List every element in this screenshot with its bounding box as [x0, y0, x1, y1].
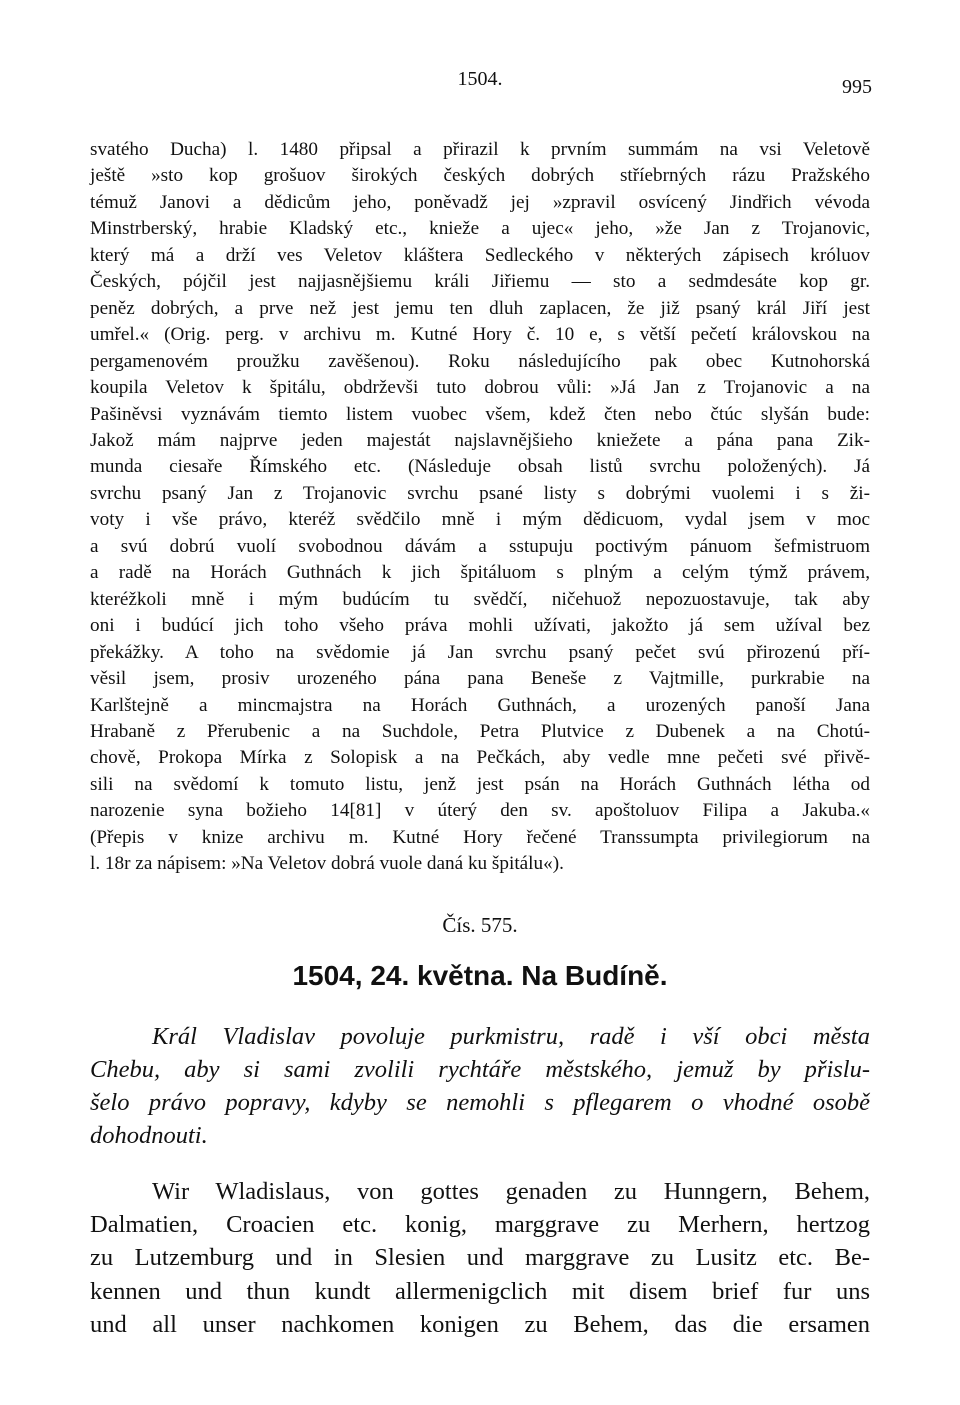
text-line: umřel.« (Orig. perg. v archivu m. Kutné Hory č. 10 e, s větší pečetí královskou na [90, 324, 870, 346]
text-line: a svú dobrú vuolí svobodnou dávám a sstupuju poctivým pánuom šefmistruom [90, 535, 870, 557]
text-line: pergamenovém proužku zavěšenou). Roku následujícího pak obec Kutnohorská [90, 350, 870, 372]
document-date-place: 1504, 24. května. Na Budíně. [292, 960, 668, 991]
text-line: Pašiněvsi vyznávám tiemto listem vuobec všem, kdež čten nebo čtúc slyšán bude: [90, 403, 870, 425]
text-line: Hrabaně z Přerubenic a na Suchdole, Petra Plutvice z Dubenek a na Chotú- [90, 720, 870, 742]
text-line: narozenie syna božieho 14[81] v úterý den sv. apoštoluov Filipa a Jakuba.« [90, 800, 870, 822]
regest-line: šelo právo popravy, kdyby se nemohli s pflegarem o vhodné osobě [90, 1089, 870, 1116]
text-line: zu Lutzemburg und in Slesien und marggrave zu Lusitz etc. Be- [90, 1244, 870, 1272]
text-line: koupila Veletov k špitálu, obdrževši tuto dobrou vůli: »Já Jan z Trojanovic a na [90, 377, 870, 399]
regest-line: Chebu, aby si sami zvolili rychtáře městského, jemuž by přislu- [90, 1056, 870, 1083]
continuation-paragraph [90, 137, 870, 878]
text-line: témuž Janovi a dědicům jeho, poněvadž jej »zpravil osvícený Jindřich vévoda [90, 191, 870, 213]
text-line: und all unser nachkomen konigen zu Behem, das die ersamen [90, 1310, 870, 1338]
text-line: a radě na Horách Guthnách k jich špitáluom s plným a celým týmž právem, [90, 562, 870, 584]
document-number: Čís. 575. [442, 913, 518, 937]
text-line: ještě »sto kop grošuov širokých českých dobrých stříebrných rázu Pražského [90, 165, 870, 187]
text-line: oni i budúcí jich toho všeho práva mohli užívati, jakožto já sem užíval bez [90, 615, 870, 637]
text-line: svatého Ducha) l. 1480 připsal a přirazil k prvním summám na vsi Veletově [90, 139, 870, 160]
text-line: chově, Prokopa Mírka z Solopisk a na Pečkách, aby vedle mne pečeti své přivě- [90, 747, 870, 769]
text-line: Českých, pójčil jest najjasnějšiemu králi Jiřiemu — sto a sedmdesáte kop gr. [90, 271, 870, 293]
text-line: munda ciesaře Římského etc. (Následuje obsah listů svrchu položených). Já [90, 456, 870, 478]
text-line: l. 18r za nápisem: »Na Veletov dobrá vuole daná ku špitálu«). [90, 853, 564, 875]
text-line: kennen und thun kundt allermenigclich mit disem brief fur uns [90, 1277, 870, 1305]
text-line: voty i vše právo, kteréž svědčilo mně i mým dědicuom, vydal jsem v moc [90, 509, 870, 531]
page-number: 995 [842, 76, 872, 98]
text-line: který má a drží ves Veletov kláštera Sedleckého v některých zápisech króluov [90, 244, 870, 266]
text-line: Jakož mám najprve jeden majestát najslavnějšieho kniežete a pána pana Zik- [90, 429, 870, 451]
document-text [90, 1175, 870, 1341]
text-line: Dalmatien, Croacien etc. konig, marggrave zu Merhern, hertzog [90, 1211, 870, 1239]
text-line: věsil jsem, prosiv urozeného pána pana Beneše z Vajtmille, purkrabie na [90, 668, 870, 690]
running-header [88, 68, 872, 98]
text-line: peněz dobrých, a prve než jest jemu ten dluh zaplacen, že již psaný král Jiří jest [90, 297, 870, 319]
text-line: sili na svědomí k tomuto listu, jenž jest psán na Horách Guthnách létha od [90, 773, 870, 795]
text-line: Wir Wladislaus, von gottes genaden zu Hunngern, Behem, [152, 1178, 870, 1205]
text-line: překážky. A toho na svědomie já Jan svrchu psaný pečet svú přirozenú pří- [90, 641, 870, 663]
text-line: (Přepis v knize archivu m. Kutné Hory řečené Transsumpta privilegiorum na [90, 826, 870, 848]
regest-line: dohodnouti. [90, 1122, 208, 1149]
text-line: Minstrberský, hrabie Kladský etc., knieže a ujec« jeho, »že Jan z Trojanovic, [90, 218, 870, 240]
regest-summary [90, 1020, 870, 1152]
text-line: svrchu psaný Jan z Trojanovic svrchu psané listy s dobrými vuolemi i s ži- [90, 482, 870, 504]
text-line: kteréžkoli mně i mým budúcím tu svědčí, ničehuož nepozuostavuje, tak aby [90, 588, 870, 610]
text-line: Karlštejně a mincmajstra na Horách Guthnách, a urozených panoší Jana [90, 694, 870, 716]
header-year: 1504. [457, 68, 503, 90]
regest-line: Král Vladislav povoluje purkmistru, radě i vší obci města [152, 1023, 870, 1050]
